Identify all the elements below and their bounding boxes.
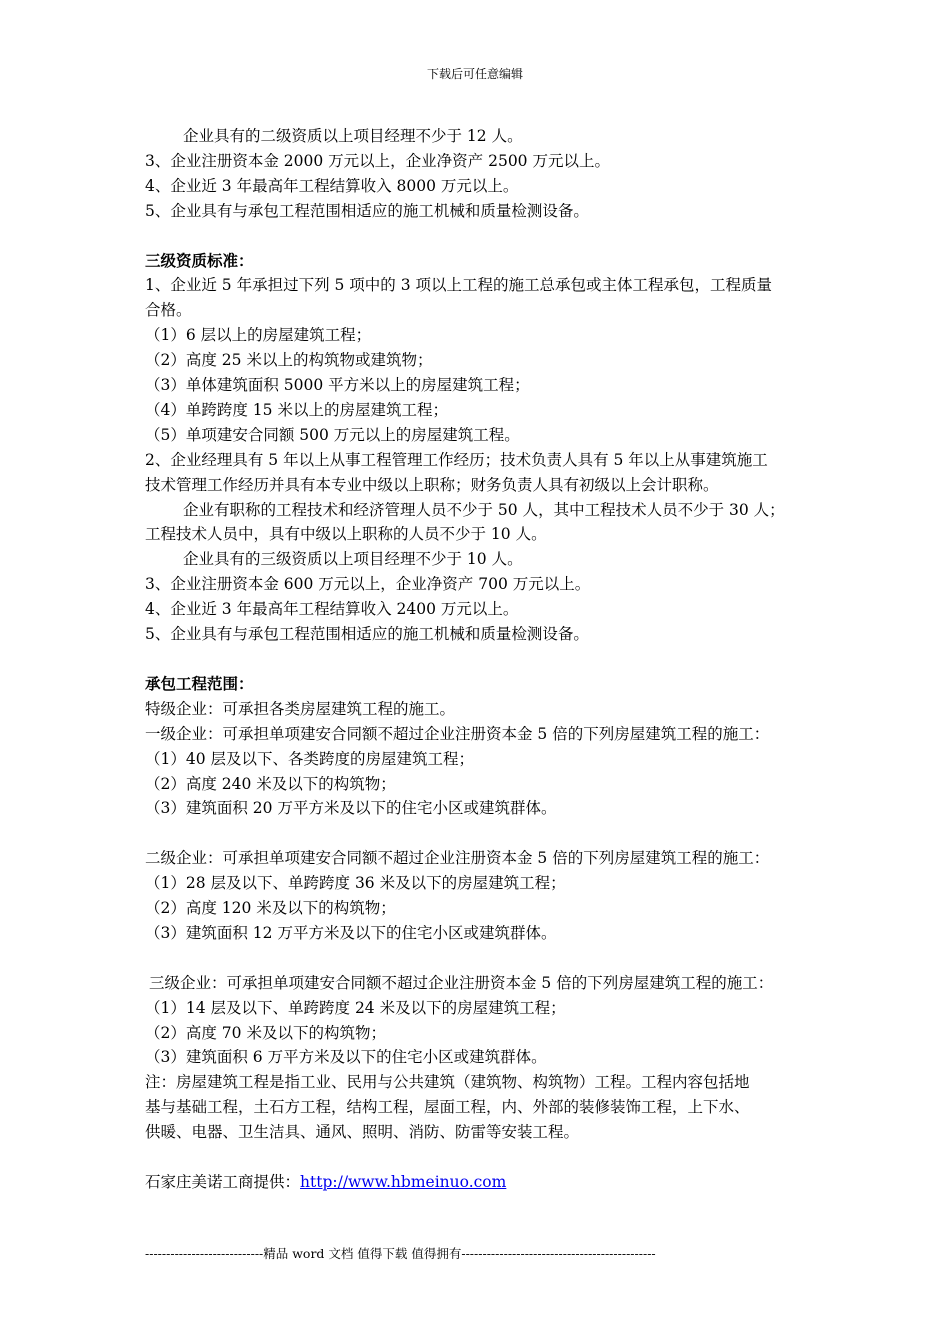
blank-line (145, 821, 825, 846)
list-item: （2）高度 70 米及以下的构筑物； (145, 1023, 386, 1042)
list-item: （1）40 层及以下、各类跨度的房屋建筑工程； (145, 749, 475, 768)
section-heading: 三级资质标准： (145, 250, 254, 270)
paragraph-line: 企业具有的三级资质以上项目经理不少于 10 人。 (183, 550, 523, 569)
blank-line (145, 647, 825, 672)
list-item: （3）建筑面积 20 万平方米及以下的住宅小区或建筑群体。 (145, 799, 557, 818)
paragraph-line: 三级企业：可承担单项建安合同额不超过企业注册资本金 5 倍的下列房屋建筑工程的施工： (149, 973, 774, 992)
note-line: 供暖、电器、卫生洁具、通风、照明、消防、防雷等安装工程。 (145, 1123, 580, 1142)
list-item: （1）6 层以上的房屋建筑工程； (145, 326, 372, 345)
section-heading: 承包工程范围： (145, 673, 254, 693)
note-line: 基与基础工程，土石方工程，结构工程，屋面工程，内、外部的装修装饰工程，上下水、 (145, 1098, 750, 1117)
provider-link[interactable]: http://www.hbmeinuo.com (300, 1172, 507, 1191)
list-item: （2）高度 25 米以上的构筑物或建筑物； (145, 351, 433, 370)
page-header: 下载后可任意编辑 (426, 67, 523, 81)
list-item: （3）建筑面积 12 万平方米及以下的住宅小区或建筑群体。 (145, 923, 557, 942)
paragraph-line: 4、企业近 3 年最高年工程结算收入 8000 万元以上。 (145, 176, 519, 195)
document-body (145, 124, 825, 1195)
paragraph-line: 企业具有的二级资质以上项目经理不少于 12 人。 (183, 127, 523, 145)
paragraph-line: 特级企业：可承担各类房屋建筑工程的施工。 (145, 699, 456, 718)
paragraph-line: 3、企业注册资本金 2000 万元以上，企业净资产 2500 万元以上。 (145, 151, 610, 170)
paragraph-line: 技术管理工作经历并具有本专业中级以上职称；财务负责人具有初级以上会计职称。 (145, 475, 719, 494)
note-line: 注：房屋建筑工程是指工业、民用与公共建筑（建筑物、构筑物）工程。工程内容包括地 (145, 1073, 750, 1092)
paragraph-line: 5、企业具有与承包工程范围相适应的施工机械和质量检测设备。 (145, 201, 589, 220)
blank-line (145, 1145, 825, 1170)
paragraph-line: 企业有职称的工程技术和经济管理人员不少于 50 人，其中工程技术人员不少于 30 人； (183, 500, 785, 519)
list-item: （2）高度 240 米及以下的构筑物； (145, 774, 396, 793)
list-item: （1）28 层及以下、单跨跨度 36 米及以下的房屋建筑工程； (145, 874, 566, 893)
page-footer: ----------------------------精品 word 文档 值得下载 值得拥有---------------------------------------------- (145, 1246, 656, 1261)
paragraph-line: 合格。 (145, 301, 192, 320)
paragraph-line: 5、企业具有与承包工程范围相适应的施工机械和质量检测设备。 (145, 625, 589, 644)
paragraph-line: 3、企业注册资本金 600 万元以上，企业净资产 700 万元以上。 (145, 575, 591, 594)
list-item: （2）高度 120 米及以下的构筑物； (145, 899, 396, 918)
paragraph-line: 2、企业经理具有 5 年以上从事工程管理工作经历；技术负责人具有 5 年以上从事建筑施工 (145, 450, 768, 469)
list-item: （3）单体建筑面积 5000 平方米以上的房屋建筑工程； (145, 376, 530, 395)
list-item: （3）建筑面积 6 万平方米及以下的住宅小区或建筑群体。 (145, 1048, 547, 1067)
provider-line (145, 1170, 825, 1195)
list-item: （4）单跨跨度 15 米以上的房屋建筑工程； (145, 400, 448, 419)
paragraph-line: 二级企业：可承担单项建安合同额不超过企业注册资本金 5 倍的下列房屋建筑工程的施工： (145, 849, 770, 868)
list-item: （1）14 层及以下、单跨跨度 24 米及以下的房屋建筑工程； (145, 998, 566, 1017)
blank-line (145, 224, 825, 249)
paragraph-line: 4、企业近 3 年最高年工程结算收入 2400 万元以上。 (145, 600, 519, 619)
list-item: （5）单项建安合同额 500 万元以上的房屋建筑工程。 (145, 425, 520, 444)
paragraph-line: 工程技术人员中，具有中级以上职称的人员不少于 10 人。 (145, 525, 547, 544)
paragraph-line: 一级企业：可承担单项建安合同额不超过企业注册资本金 5 倍的下列房屋建筑工程的施工： (145, 724, 770, 743)
paragraph-line: 1、企业近 5 年承担过下列 5 项中的 3 项以上工程的施工总承包或主体工程承包，工程质量 (145, 276, 773, 295)
provider-label: 石家庄美诺工商提供： (145, 1172, 301, 1191)
blank-line (145, 946, 825, 971)
